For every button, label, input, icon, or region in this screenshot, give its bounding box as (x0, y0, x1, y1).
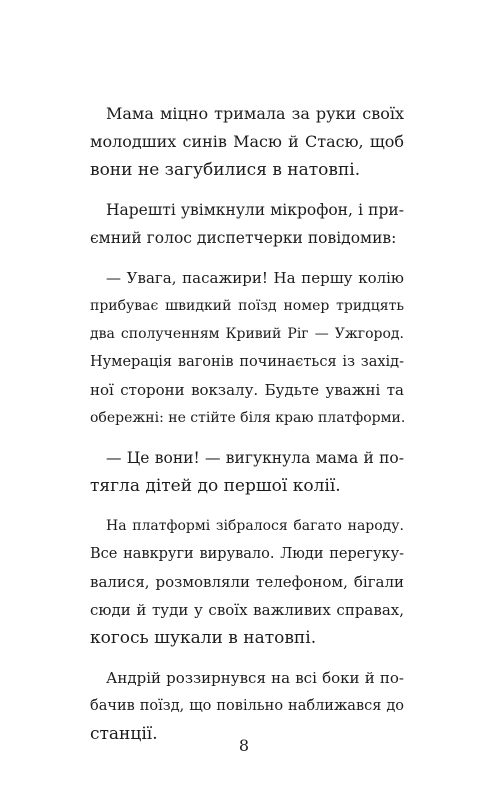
text-line: прибуває швидкий поїзд номер тридцять (90, 298, 404, 314)
text-line: Нарешті увімкнули мікрофон, і при- (106, 201, 404, 219)
paragraph (90, 264, 404, 432)
text-line: — Це вони! — вигукнула мама й по- (106, 449, 404, 467)
paragraph (90, 196, 404, 252)
text-line: вони не загубилися в натовпі. (90, 160, 361, 180)
paragraph (90, 512, 404, 652)
text-line: ної сторони вокзалу. Будьте уважні та (90, 381, 404, 399)
text-line: Все навкруги вирувало. Люди перегуку- (90, 546, 404, 562)
text-line: На платформі зібралося багато народу. (106, 518, 404, 534)
text-line: валися, розмовляли телефоном, бігали (90, 573, 404, 591)
text-line: бачив поїзд, що повільно наближався до (90, 698, 404, 714)
text-line: тягла дітей до першої колії. (90, 476, 341, 496)
page-number: 8 (238, 736, 250, 755)
text-line: Мама міцно тримала за руки своїх (106, 104, 404, 123)
text-line: когось шукали в натовпі. (90, 628, 317, 648)
text-line: ємний голос диспетчерки повідомив: (90, 229, 397, 247)
text-line: два сполученням Кривий Ріг — Ужгород. (90, 326, 404, 342)
body-text (90, 100, 404, 760)
text-line: Нумерація вагонів починається із захід- (90, 354, 404, 370)
text-line: сюди й туди у своїх важливих справах, (90, 601, 404, 619)
paragraph (90, 100, 404, 184)
paragraph (90, 444, 404, 500)
text-line: станції. (90, 724, 158, 744)
text-line: — Увага, пасажири! На першу колію (106, 269, 404, 287)
text-line: Андрій роззирнувся на всі боки й по- (106, 669, 404, 687)
text-line: молодших синів Масю й Стасю, щоб (90, 132, 404, 151)
text-line: обережні: не стійте біля краю платформи. (90, 410, 406, 426)
